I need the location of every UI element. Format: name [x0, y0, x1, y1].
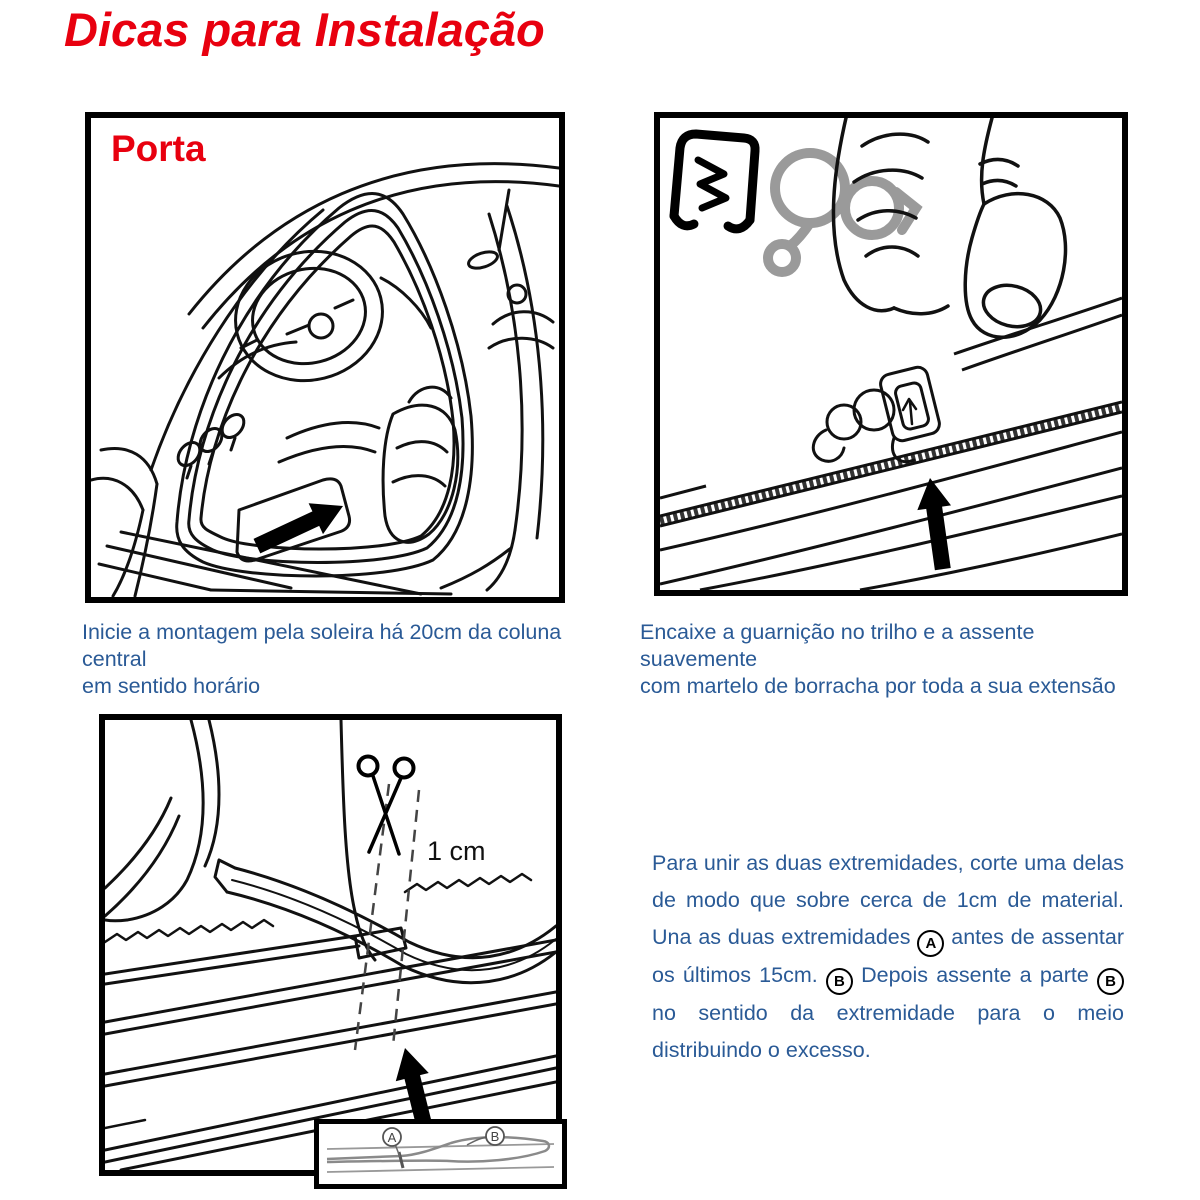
circled-letter-a: A	[917, 930, 944, 957]
rail-arrow-icon	[913, 476, 959, 572]
circled-letter-b: B	[1097, 968, 1124, 995]
rail-figure-panel	[654, 112, 1128, 596]
inset-b-label: B	[490, 1129, 500, 1144]
seal-cross-section-icon	[674, 134, 755, 229]
hand-illustration	[833, 118, 1065, 337]
caption-door	[82, 619, 627, 700]
cut-figure-panel	[99, 714, 562, 1176]
joint-detail-illustration	[319, 1124, 562, 1184]
caption-rail-line1: Encaixe a guarnição no trilho e a assente suavemente	[640, 620, 1035, 671]
door-figure-panel	[85, 112, 565, 603]
seal-fitting-illustration	[660, 118, 1122, 590]
circled-letter-b: B	[826, 968, 853, 995]
joint-detail-inset	[314, 1119, 567, 1189]
inset-a-label: A	[387, 1130, 397, 1145]
car-door-illustration	[91, 118, 559, 597]
seal-end-piece	[813, 365, 941, 462]
door-label: Porta	[111, 128, 206, 169]
door-rail-lines	[660, 298, 1122, 590]
caption-door-line1: Inicie a montagem pela soleira há 20cm da coluna central	[82, 620, 562, 671]
page-title: Dicas para Instalação	[64, 3, 545, 56]
caption-door-line2: em sentido horário	[82, 674, 261, 698]
seal-cutting-illustration	[105, 720, 556, 1170]
caption-rail-line2: com martelo de borracha por toda a sua extensão	[640, 674, 1116, 698]
one-cm-label: 1 cm	[427, 836, 486, 866]
caption-rail	[640, 619, 1145, 700]
joining-instructions: Para unir as duas extremidades, corte uma delas de modo que sobre cerca de 1cm de material. Una as duas extremidades A antes de assentar os últimos 15cm. B Depois assente a parte B no sentido da extremidade para o meio distribuindo o excesso.	[652, 851, 1124, 1062]
